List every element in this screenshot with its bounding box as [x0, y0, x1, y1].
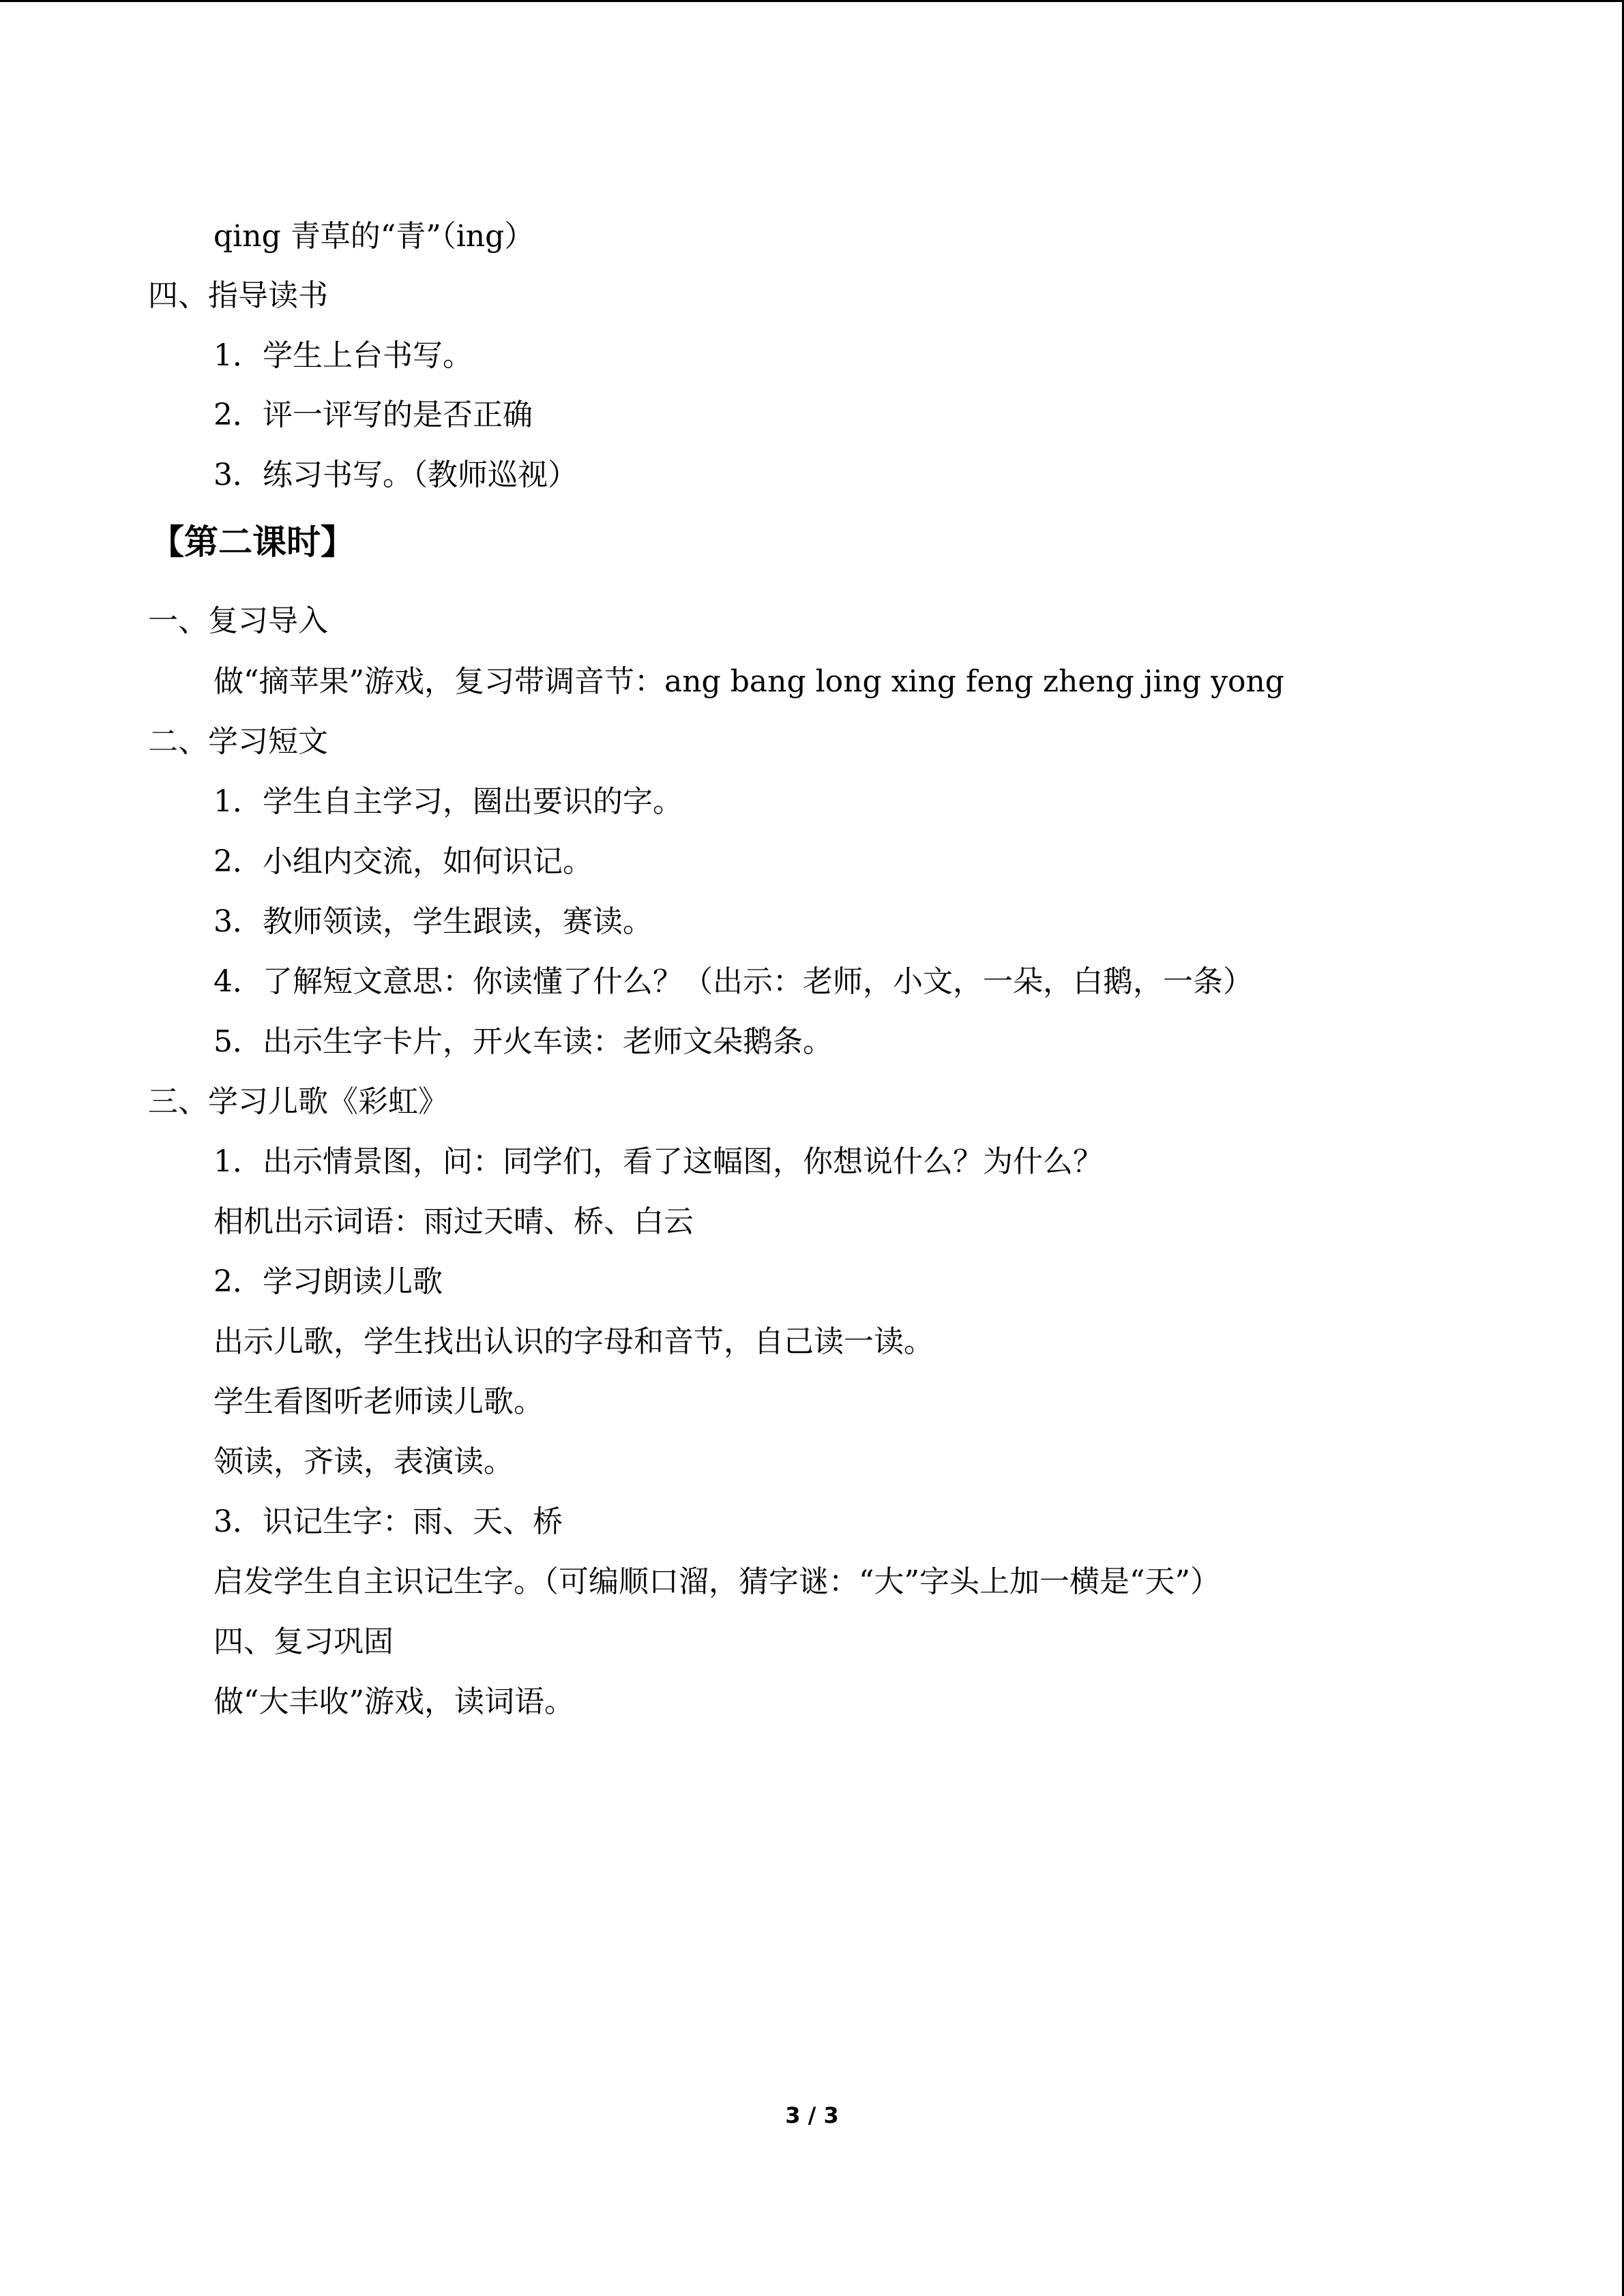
lesson-heading: 【第二课时】 [150, 522, 355, 562]
top-border [0, 0, 1624, 2]
section-heading-rainbow-song: 三、学习儿歌《彩虹》 [148, 1084, 448, 1119]
list-item: 5．出示生字卡片，开火车读：老师文朵鹅条。 [213, 1024, 833, 1059]
list-item: 3．练习书写。（教师巡视） [213, 458, 578, 492]
section-heading-review-intro: 一、复习导入 [148, 603, 328, 638]
list-item: 2．评一评写的是否正确 [213, 398, 533, 432]
section-heading-consolidation: 四、复习巩固 [213, 1624, 394, 1659]
list-item: 1．学生自主学习，圈出要识的字。 [213, 784, 683, 819]
page-number: 3 / 3 [785, 2102, 839, 2128]
list-item: 3．教师领读，学生跟读，赛读。 [213, 904, 653, 939]
paragraph: 相机出示词语：雨过天晴、桥、白云 [213, 1204, 694, 1239]
list-item: 3．识记生字：雨、天、桥 [213, 1504, 563, 1539]
list-item: 1．出示情景图，问：同学们，看了这幅图，你想说什么？为什么？ [213, 1144, 1103, 1179]
paragraph: 做“摘苹果”游戏，复习带调音节：ang bang long xing feng zheng jing yong [213, 664, 1284, 699]
list-item: 2．学习朗读儿歌 [213, 1264, 443, 1299]
pinyin-example-line: qing 青草的“青”（ing） [213, 219, 535, 254]
section-heading-short-text: 二、学习短文 [148, 724, 328, 759]
list-item: 2．小组内交流，如何识记。 [213, 844, 593, 879]
paragraph: 学生看图听老师读儿歌。 [213, 1384, 544, 1419]
list-item: 1．学生上台书写。 [213, 338, 473, 373]
list-item: 4．了解短文意思：你读懂了什么？（出示：老师，小文，一朵，白鹅，一条） [213, 964, 1253, 999]
section-heading-guided-reading: 四、指导读书 [148, 278, 328, 313]
paragraph: 做“大丰收”游戏，读词语。 [213, 1684, 574, 1719]
paragraph: 出示儿歌，学生找出认识的字母和音节，自己读一读。 [213, 1324, 934, 1359]
paragraph: 领读，齐读，表演读。 [213, 1444, 514, 1479]
paragraph: 启发学生自主识记生字。（可编顺口溜，猜字谜：“大”字头上加一横是“天”） [213, 1564, 1220, 1599]
